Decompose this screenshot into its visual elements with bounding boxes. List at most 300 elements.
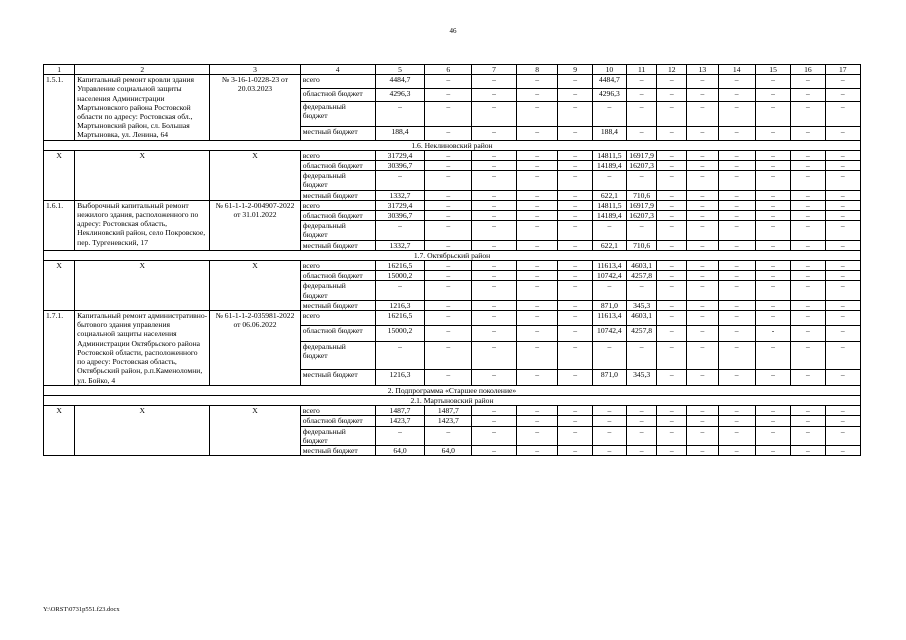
value-cell: – [687,240,718,250]
value-cell: – [425,150,472,160]
item-number: Х [44,261,75,311]
value-cell: – [558,311,592,326]
value-cell: – [791,445,825,455]
value-cell: – [755,281,790,300]
value-cell: – [687,75,718,88]
value-cell: – [425,221,472,240]
value-cell: – [687,370,718,385]
value-cell: 1487,7 [375,406,425,416]
value-cell: – [472,200,517,210]
column-number: 16 [791,65,825,75]
value-cell: – [718,171,755,190]
budget-source-label: федеральный бюджет [300,101,375,126]
table-row [44,406,861,416]
item-document: Х [210,261,300,311]
value-cell: – [472,426,517,445]
value-cell: – [657,171,687,190]
value-cell: – [825,406,860,416]
value-cell: – [718,370,755,385]
value-cell: – [718,326,755,341]
budget-source-label: всего [300,150,375,160]
value-cell: – [558,101,592,126]
value-cell: – [472,406,517,416]
value-cell: – [592,406,626,416]
value-cell: 64,0 [375,445,425,455]
budget-source-label: областной бюджет [300,161,375,171]
value-cell: – [657,88,687,101]
column-number: 10 [592,65,626,75]
value-cell: – [558,445,592,455]
value-cell: – [472,271,517,281]
value-cell: – [425,211,472,221]
value-cell: – [825,127,860,140]
value-cell: – [825,445,860,455]
value-cell: – [825,300,860,310]
value-cell: – [718,200,755,210]
value-cell: – [825,426,860,445]
section-header-row [44,140,861,150]
value-cell: – [687,271,718,281]
value-cell: – [516,171,558,190]
table-row [44,150,861,160]
budget-source-label: местный бюджет [300,190,375,200]
value-cell: – [791,261,825,271]
value-cell: – [472,171,517,190]
budget-source-label: всего [300,200,375,210]
value-cell: – [687,281,718,300]
value-cell: 31729,4 [375,150,425,160]
value-cell: – [472,161,517,171]
value-cell: 16216,5 [375,311,425,326]
value-cell: – [375,101,425,126]
value-cell: – [755,271,790,281]
value-cell: – [657,261,687,271]
value-cell: – [657,161,687,171]
value-cell: – [825,221,860,240]
budget-source-label: всего [300,75,375,88]
value-cell: – [558,161,592,171]
value-cell: – [592,426,626,445]
value-cell: – [627,88,657,101]
value-cell: – [657,445,687,455]
value-cell: 4603,1 [627,311,657,326]
value-cell: – [516,88,558,101]
value-cell: 1332,7 [375,190,425,200]
value-cell: – [425,426,472,445]
value-cell: – [627,426,657,445]
value-cell: – [558,240,592,250]
budget-source-label: местный бюджет [300,300,375,310]
value-cell: – [558,127,592,140]
item-document: Х [210,406,300,456]
value-cell: – [516,300,558,310]
value-cell: – [472,150,517,160]
value-cell: – [592,281,626,300]
value-cell: – [472,211,517,221]
value-cell: – [657,370,687,385]
item-number: Х [44,406,75,456]
value-cell: – [592,341,626,370]
value-cell: – [825,271,860,281]
value-cell: – [791,240,825,250]
value-cell: – [592,445,626,455]
value-cell: 1423,7 [425,416,472,426]
value-cell: – [558,211,592,221]
value-cell: – [718,211,755,221]
item-name: Х [75,406,210,456]
value-cell: – [558,281,592,300]
value-cell: – [516,75,558,88]
value-cell: – [755,445,790,455]
value-cell: 1332,7 [375,240,425,250]
value-cell: – [657,300,687,310]
column-number: 3 [210,65,300,75]
budget-source-label: федеральный бюджет [300,171,375,190]
value-cell: – [425,271,472,281]
value-cell: – [718,300,755,310]
value-cell: – [755,171,790,190]
value-cell: – [472,101,517,126]
table-row [44,261,861,271]
budget-source-label: местный бюджет [300,445,375,455]
value-cell: 10742,4 [592,271,626,281]
value-cell: – [791,221,825,240]
value-cell: 1487,7 [425,406,472,416]
value-cell: 11613,4 [592,311,626,326]
value-cell: 10742,4 [592,326,626,341]
value-cell: – [825,240,860,250]
value-cell: – [791,426,825,445]
value-cell: – [791,281,825,300]
column-number: 14 [718,65,755,75]
value-cell: – [516,211,558,221]
value-cell: – [592,171,626,190]
value-cell: – [558,326,592,341]
value-cell: – [687,190,718,200]
value-cell: – [657,341,687,370]
value-cell: – [825,370,860,385]
value-cell: – [755,341,790,370]
budget-source-label: всего [300,406,375,416]
value-cell: – [718,150,755,160]
value-cell: – [558,261,592,271]
value-cell: – [791,300,825,310]
value-cell: – [516,281,558,300]
value-cell: – [425,300,472,310]
value-cell: 345,3 [627,370,657,385]
value-cell: 30396,7 [375,211,425,221]
value-cell: 14811,5 [592,200,626,210]
column-number: 12 [657,65,687,75]
value-cell: – [718,416,755,426]
value-cell: 14189,4 [592,161,626,171]
value-cell: 16917,9 [627,200,657,210]
value-cell: – [516,326,558,341]
budget-source-label: всего [300,261,375,271]
value-cell: – [516,341,558,370]
value-cell: – [755,127,790,140]
value-cell: – [657,190,687,200]
value-cell: – [755,311,790,326]
value-cell: – [627,221,657,240]
value-cell: – [755,300,790,310]
item-number: Х [44,150,75,200]
value-cell: 710,6 [627,190,657,200]
value-cell: – [425,311,472,326]
page-number: 46 [449,27,457,35]
value-cell: – [755,240,790,250]
value-cell: – [592,221,626,240]
value-cell: – [755,75,790,88]
value-cell: – [718,88,755,101]
value-cell: – [472,88,517,101]
value-cell: – [825,341,860,370]
value-cell: – [627,127,657,140]
column-number: 7 [472,65,517,75]
value-cell: – [755,221,790,240]
item-number: 1.5.1. [44,75,75,140]
value-cell: – [791,341,825,370]
value-cell: – [657,281,687,300]
value-cell: – [425,370,472,385]
value-cell: – [472,281,517,300]
value-cell: – [425,88,472,101]
value-cell: 64,0 [425,445,472,455]
item-document: № 3-16-1-0228-23 от 20.03.2023 [210,75,300,140]
value-cell: – [592,101,626,126]
column-number: 5 [375,65,425,75]
budget-table [43,64,861,456]
value-cell: – [825,326,860,341]
value-cell: – [657,311,687,326]
value-cell: – [425,190,472,200]
value-cell: – [425,200,472,210]
value-cell: 30396,7 [375,161,425,171]
value-cell: 188,4 [375,127,425,140]
value-cell: – [558,88,592,101]
value-cell: – [755,101,790,126]
value-cell: – [627,341,657,370]
value-cell: – [472,370,517,385]
value-cell: – [687,101,718,126]
value-cell: 14811,5 [592,150,626,160]
value-cell: – [657,221,687,240]
value-cell: 1216,3 [375,300,425,310]
value-cell: – [718,445,755,455]
value-cell: – [472,261,517,271]
budget-source-label: местный бюджет [300,127,375,140]
column-number: 13 [687,65,718,75]
value-cell: – [472,221,517,240]
value-cell: – [718,75,755,88]
value-cell: – [791,271,825,281]
value-cell: – [516,127,558,140]
value-cell: 4484,7 [592,75,626,88]
value-cell: 4257,8 [627,326,657,341]
value-cell: – [825,416,860,426]
budget-source-label: федеральный бюджет [300,426,375,445]
value-cell: – [718,161,755,171]
value-cell: – [558,426,592,445]
value-cell: – [791,200,825,210]
value-cell: – [687,200,718,210]
item-name: Х [75,150,210,200]
value-cell: 1216,3 [375,370,425,385]
value-cell: – [687,211,718,221]
value-cell: – [791,161,825,171]
value-cell: 188,4 [592,127,626,140]
value-cell: – [627,416,657,426]
value-cell: – [657,406,687,416]
budget-source-label: федеральный бюджет [300,281,375,300]
table-row [44,200,861,210]
value-cell: – [627,281,657,300]
table-row [44,75,861,88]
value-cell: – [516,161,558,171]
item-name: Капитальный ремонт кровли здания Управление социальной защиты населения Администрации Мартыновского района Ростовской области по адресу: Ростовская обл., Мартыновский район, сл. Большая Мартыновка, ул. Ленина, 64 [75,75,210,140]
value-cell: – [516,240,558,250]
value-cell: – [657,75,687,88]
value-cell: – [791,326,825,341]
value-cell: – [558,341,592,370]
value-cell: – [718,240,755,250]
value-cell: – [516,406,558,416]
value-cell: 4603,1 [627,261,657,271]
item-name: Х [75,261,210,311]
section-header-row [44,250,861,260]
budget-source-label: местный бюджет [300,240,375,250]
value-cell: – [791,88,825,101]
value-cell: – [718,311,755,326]
value-cell: – [825,281,860,300]
value-cell: – [657,200,687,210]
value-cell: – [558,370,592,385]
value-cell: – [791,311,825,326]
item-document: Х [210,150,300,200]
value-cell: – [718,127,755,140]
value-cell: – [755,416,790,426]
column-number: 4 [300,65,375,75]
value-cell: 710,6 [627,240,657,250]
value-cell: 4257,8 [627,271,657,281]
value-cell: – [718,261,755,271]
value-cell: – [516,200,558,210]
value-cell: – [825,101,860,126]
value-cell: – [791,211,825,221]
value-cell: – [425,127,472,140]
value-cell: – [425,75,472,88]
value-cell: – [825,75,860,88]
value-cell: – [558,171,592,190]
value-cell: – [755,88,790,101]
value-cell: – [657,271,687,281]
value-cell: – [558,200,592,210]
value-cell: 16216,5 [375,261,425,271]
value-cell: – [791,171,825,190]
value-cell: – [472,341,517,370]
value-cell: – [718,190,755,200]
value-cell: – [755,211,790,221]
budget-source-label: областной бюджет [300,326,375,341]
value-cell: – [687,445,718,455]
value-cell: – [687,416,718,426]
value-cell: – [425,101,472,126]
value-cell: 16207,3 [627,211,657,221]
item-number: 1.7.1. [44,311,75,386]
column-number: 11 [627,65,657,75]
value-cell: – [425,261,472,271]
value-cell: – [791,127,825,140]
value-cell: – [687,221,718,240]
value-cell: – [657,101,687,126]
value-cell: – [791,75,825,88]
value-cell: – [687,127,718,140]
item-name: Выборочный капитальный ремонт нежилого здания, расположенного по адресу: Ростовская область, Неклиновский район, село Покровское, пер. Тургеневский, 17 [75,200,210,250]
value-cell: 871,0 [592,300,626,310]
value-cell: – [791,406,825,416]
value-cell: 345,3 [627,300,657,310]
value-cell: – [657,416,687,426]
value-cell: – [755,426,790,445]
section-header-row [44,395,861,405]
column-number: 2 [75,65,210,75]
value-cell: – [755,370,790,385]
column-number: 6 [425,65,472,75]
value-cell: – [375,171,425,190]
value-cell: – [687,406,718,416]
value-cell: – [825,200,860,210]
value-cell: – [687,88,718,101]
value-cell: – [472,190,517,200]
value-cell: – [516,190,558,200]
value-cell: 871,0 [592,370,626,385]
value-cell: – [657,211,687,221]
value-cell: – [791,150,825,160]
value-cell: – [718,426,755,445]
value-cell: – [687,311,718,326]
value-cell: – [825,161,860,171]
value-cell: – [558,416,592,426]
value-cell: – [472,75,517,88]
value-cell: – [687,341,718,370]
value-cell: – [425,341,472,370]
value-cell: – [825,211,860,221]
value-cell: – [375,341,425,370]
value-cell: – [657,127,687,140]
value-cell: – [472,326,517,341]
value-cell: – [558,150,592,160]
budget-source-label: всего [300,311,375,326]
value-cell: – [825,171,860,190]
section-title: 1.7. Октябрьский район [44,250,861,260]
value-cell: – [755,190,790,200]
value-cell: – [718,101,755,126]
value-cell: – [516,416,558,426]
value-cell: – [825,150,860,160]
value-cell: – [472,311,517,326]
value-cell: – [627,101,657,126]
value-cell: – [558,406,592,416]
value-cell: – [627,445,657,455]
budget-source-label: областной бюджет [300,211,375,221]
value-cell: 4296,3 [592,88,626,101]
value-cell: – [657,150,687,160]
value-cell: 1423,7 [375,416,425,426]
value-cell: – [425,326,472,341]
item-name: Капитальный ремонт административно-бытового здания управления социальной защиты населения Администрации Октябрьского района Ростовской области, расположенного по адресу: Ростовская область, Октябрьский район, р.п.Каменоломни, ул. Бойко, 4 [75,311,210,386]
value-cell: – [425,281,472,300]
value-cell: – [718,341,755,370]
